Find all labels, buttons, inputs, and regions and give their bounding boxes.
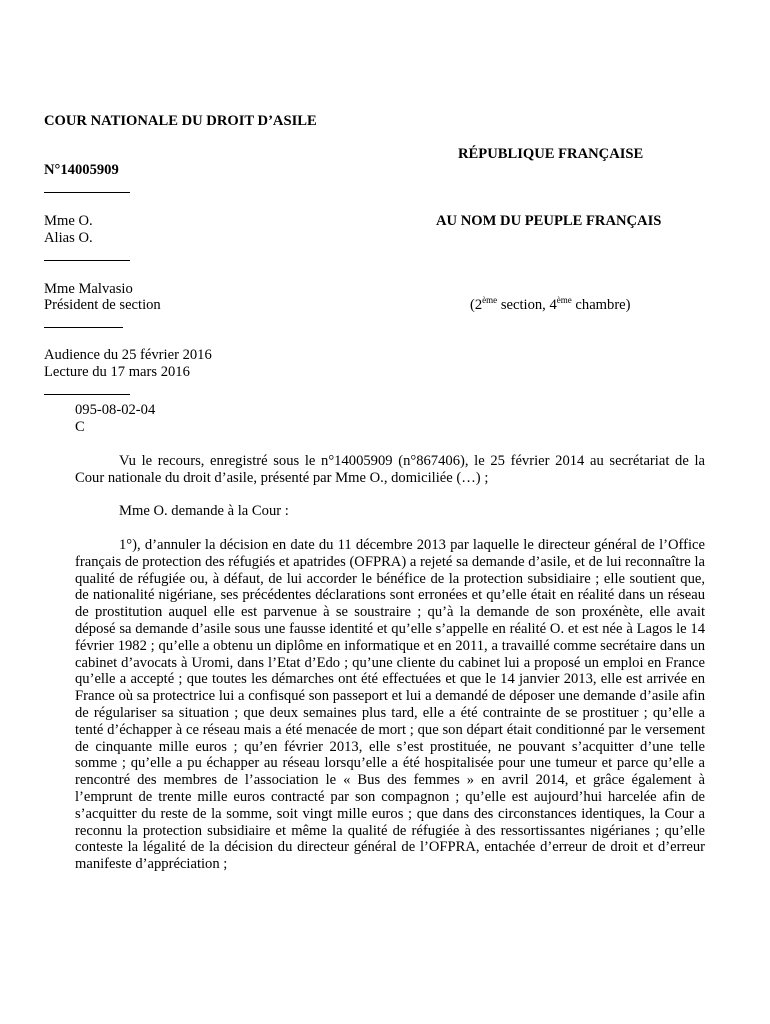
paragraph-moyens: 1°), d’annuler la décision en date du 11 décembre 2013 par laquelle le directeur général de l’Office français de protection des réfugiés et apatrides (OFPRA) a rejeté sa demande d’asile, et de lui reconnaître la qualité de réfugiée ou, à défaut, de lui accorder le bénéfice de la protection subsidiaire ; elle soutient que, de nationalité nigériane, ses précédentes déclarations sont erronées et qu’elle était en réalité dans un réseau de prostitution auquel elle est parvenue à se soustraire ; qu’à la demande de son proxénète, elle avait déposé sa demande d’asile sous une fausse identité et qu’elle s’appelle en réalité O. et est née à Lagos le 14 février 1982 ; qu’elle a obtenu un diplôme en informatique et en 2011, a travaillé comme secrétaire dans un cabinet d’avocats à Uromi, dans l’Etat d’Edo ; qu’une cliente du cabinet lui a proposé un emploi en France qu’elle a accepté ; que toutes les démarches ont été effectuées et que le 14 janvier 2013, elle est arrivée en France où sa protectrice lui a confisqué son passeport et lui a demandé de déposer une demande d’asile afin de régulariser sa situation ; que deux semaines plus tard, elle a été contrainte de se prostituer ; qu’elle a tenté d’échapper à ce réseau mais a été menacée de mort ; que son départ était conditionné par le versement de cinquante mille euros ; qu’en février 2013, elle s’est prostituée, ne pouvant s’acquitter d’une telle somme ; qu’elle a pu échapper au réseau lorsqu’elle a été hospitalisée pour une tumeur et parce qu’elle a rencontré des membres de l’association le « Bus des femmes » en avril 2014, et grâce également à l’emprunt de trente mille euros contracté par son compagnon ; qu’elle est aujourd’hui harcelée afin de s’acquitter du reste de la somme, soit vingt mille euros ; que dans des circonstances identiques, la Cour a reconnu la protection subsidiaire et même la qualité de réfugiée à des ressortissantes nigérianes ; qu’elle conteste la légalité de la décision du directeur général de l’OFPRA, entachée d’erreur de droit et d’erreur manifeste d’appréciation ; <box>75 537 705 873</box>
chamber-superscript: ème <box>556 295 572 305</box>
hearing-date: Audience du 25 février 2016 <box>44 347 212 363</box>
court-name: COUR NATIONALE DU DROIT D’ASILE <box>44 113 317 129</box>
separator-line <box>44 192 130 193</box>
judge-name: Mme Malvasio <box>44 281 133 297</box>
chamber-text: chambre) <box>571 297 631 313</box>
applicant-alias: Alias O. <box>44 230 93 246</box>
chamber-info <box>470 297 631 314</box>
reading-date: Lecture du 17 mars 2016 <box>44 364 190 380</box>
paragraph-demande: Mme O. demande à la Cour : <box>119 503 289 519</box>
chamber-open: (2 <box>470 297 483 313</box>
judge-role: Président de section <box>44 297 161 313</box>
in-the-name-heading: AU NOM DU PEUPLE FRANÇAIS <box>436 213 662 229</box>
separator-line <box>44 394 130 395</box>
separator-line <box>44 260 130 261</box>
separator-line <box>44 327 123 328</box>
applicant-name: Mme O. <box>44 213 93 229</box>
case-number: N°14005909 <box>44 162 119 178</box>
classification-letter: C <box>75 419 85 435</box>
section-text: section, 4 <box>497 297 557 313</box>
classification-code: 095-08-02-04 <box>75 402 156 418</box>
republic-title: RÉPUBLIQUE FRANÇAISE <box>458 146 644 162</box>
section-superscript: ème <box>482 295 498 305</box>
paragraph-recours: Vu le recours, enregistré sous le n°14005909 (n°867406), le 25 février 2014 au secrétariat de la Cour nationale du droit d’asile, présenté par Mme O., domiciliée (…) ; <box>75 453 705 486</box>
